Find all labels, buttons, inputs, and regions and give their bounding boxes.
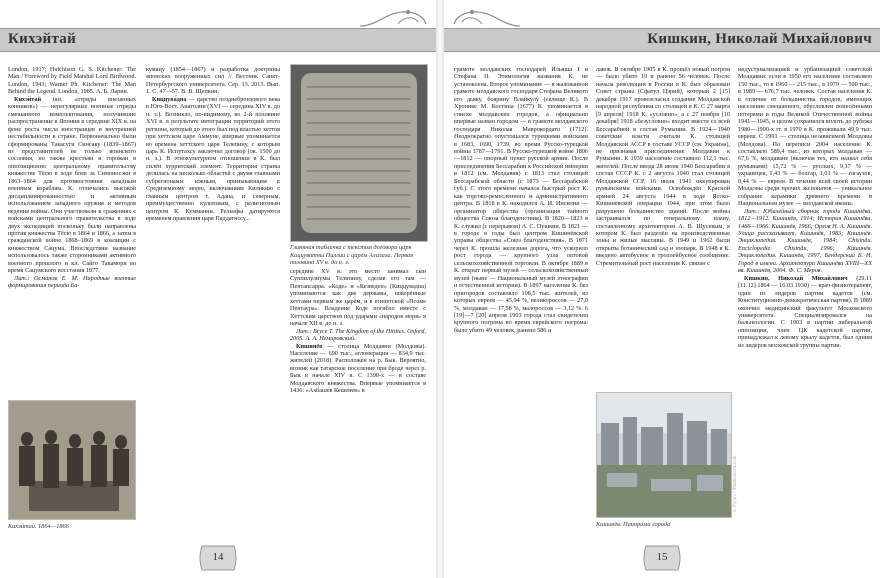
entry-headword: Кишкин, Николай Михайлович [744,274,848,282]
entry-headword: Кихэйтай [14,95,42,103]
literature-text: Лит.: Bryce T. The Kingdom of the Hittites. Oxford, 2005. А. А. Немировский. [290,327,426,343]
entry-headword: Киццува́дна [152,95,187,103]
entry-body: — столица Молдавии (Молдовы). Население — 690 тыс., агломерация — 834,9 тыс. жителей (2018). Расположен на р. Бык. Вероятно, возник как татарское поселение при броде через р. Бык в начале XIV в. С 1390-х — в составе Молдавского княжества. Впервые упоминается в 1436: «Ахбашев Кешенев» в [290,342,426,395]
continued-text: индустриализацией и урбанизацией советской Молдавии: если в 1950 его население составляло 150 тыс., то в 1960 — 215 тыс., в 1979 — 500 тыс., в 1989 — 676,7 тыс. человек. Состав населения К. в отличие от большинства городов, имеющих население смешанного, обусловлен понесёнными потерями в годы Великой Отечественной войны 1941—1945, в целом сохранился вплоть до рубежа 1980—1990-х гг. в 1970 в К. проживали 49,9 тыс. евреев. С 1991 — столица независимой Молдовы (Молдова). По переписи 2004 население К. составляло 589,4 тыс., из которых молдаван — 67,6 %, молдаване (включая тех, кто назвал себя румынами) 15,72 % — русских, 9,17 % — украинцев, 1,43 % — болгар, 1,01 % — гагаузов, 0,44 % — евреев. В течение всей своей истории Молдовы среди прочих экспонатов — уникальное собрание керамики древнего времени в Национальном музее — молдавской иконы. [738,66,872,208]
left-page [0,0,436,578]
photo-kiheitai [8,400,136,520]
photo-caption-kiheitai: Кихэйтай. 1864—1866 [8,523,69,530]
continued-text: середине XV в. это место занимал сын Суппилулиумы Телипину, сделав его там — Пентапсарра. «Коде» и «Кезведен» (Киццувадна) упоминаются как две державы, покорённые хеттами первым же царём, и в египетской «Поэме Пентаура». Владение Коде погибло вместе с Хеттским царством под ударами «народов моря» в начале XII в. до н. э. [290,268,426,328]
right-page-number-box [642,544,682,572]
photo-chisinau-panorama [596,392,732,518]
entry-body: (яп. «отряды внезапных конников») — нерегулярные военные отряды смешанного комплектования, получившие распространение в Японии в середине XIX в. на фоне роста числа иностранцев и внутренней нестабильности в стране. Первоначально были сформированы Такасуги Синсаку (1839–1867) из представителей не только воинского сословия, но также крестьян и горожан в оппозиционно центральному правительству княжестве Тёсю в ходе боев за Симоносэки в 1863–1864 для противостояния западным военным кораблям. К. отличались высокой дисциплинированностью и активным использованием западного оружия и методов ведения войны. Они участвовали в сражениях с войсками центрального правительства в ходе двух экспедиций поскольку были направлены против княжества Тёсю в 1864 и 1866, а затем в гражданской войне 1868–1869 в коалиции с княжеством Сацума. Впоследствии название использовалось также сторонниками активного военного прошлого и кл. Сайго Такамори во время Сацумского восстания 1877. [8,95,136,275]
book-gutter [436,0,444,578]
page-number: 15 [656,551,668,563]
left-page-number-box [198,544,238,572]
entry-body: — царство позднебронзового века в Юго-Вост. Анатолии (XVI — середина XIV в. до н. э.). Возникло, по-видимому, во 2-й половине XVI в. в результате интеграции территорий этого региона, который до этого был под властью хеттов при хеттском царе Аммуне, впервые упоминается во времена хеттского царя Телепину, с которым царь К. Испутахсу заключил договор (ок. 1500 до н. э.). В этнокультурном отношении в К. был силён хурритский элемент. Территория страны делилась на несколько областей с двумя главными субрегионами: южным, примыкающим к Средиземному морю, включавшим Киликию с главным центром г. Адана, и северным, преимущественно культовым, с религиозным центром К. Кумманни. Рельефы датируются временем правления царя Паддатиссу... [146,95,280,223]
photo-caption-tablet: Глиняная табличка с текстом договора царя Киццуватны Пиллии с царём Алалаха. Первая половина XV в. до н. э. [290,244,414,266]
literature-text: Лит.: Османов Е. М. Народные военные формирования периода Ба- [8,274,136,290]
photo-clay-tablet [290,64,428,242]
right-page [444,0,880,578]
bibliography-text: London, 1917; Hutchison G. S. Kitchener: The Man / Foreword by Field Marshal Lord Birdwood. London, 1943; Warner Ph. Kitchener: The Man Behind the Legend. London, 1985. А. Б. Ларин. [8,66,136,96]
right-col-3 [738,66,872,542]
entry-body: (29.11 [11.12].1864 — 16.03.1930) — врач-физиотерапевт, один из лидеров партии кадетов (см. Конституционно-демократическая партия). В 1889 окончил медицинский факультет Московского университета. Специализировался на бальнеологии. С 1903 в партии либеральной оппозиции, член ЦК кадетской партии, принадлежал к левому крылу кадетов, был одним из лидеров московской группы партии. [738,274,872,349]
ornament-flourish-icon [452,4,522,30]
literature-text: Лит.: Юбилейный сборник города Кишинёва. 1812—1912. Кишинёв, 1914; История Кишинёва. 1466—1966. Кишинёв, 1966; Орлов Н. А. Кишинёв. Улица рассказывает. Кишинёв, 1983; Кишинёв. Энциклопедия. Кишинёв, 1984; Chișinău. Enciclopedie. Chișinău, 1996; Кишинёв. Энциклопедия. Кишинёв, 1997; Бендерский Б. И. Город в имени. Архитектура Кишинёва XVIII—XX вв. Кишинёв, 2004. Ф. С. Меров. [738,207,872,275]
right-running-head: Кишкин, Николай Михайлович [647,31,872,47]
continued-text: грамоте молдавских господарей Ильяша I и Стефана II. Этимология названия К. не установлена. Второе упоминание — в жалованной грамоте молдавского господаря Стефана Великого его дьяку, боярину Влайкулу (селище К.). В Хронике М. Костина (1677) К. упоминается в списке молдавских городов, а официально впервые назван городом — в грамоте молдавского господаря Николая Маврокордато (1712). Неоднократно опустошался турецкими войсками в 1683, 1690, 1739, во время Русско-турецкой войны 1787—1791. В Русско-турецкой войне 1806—1812 — опорный пункт русской армии. После присоединения Бессарабии к Российской империи в 1812 (см. Молдавия) с 1813 стал столицей Бессарабской области (с 1873 — Бессарабской губ.). С этого времени начался быстрый рост К. как торгово-ремесленного и административного центра. В 1818 в К. находился А. И. Инсилин — организатор общества (организация тайного общества Союза благоденствия). В 1820—1823 в К. служил (с перерывом) А. С. Пушкин. В 1821 — в городе в годы был центром Кишинёвской управы общества «Союз благоденствия». В 1871 через К. прошла железная дорога, что ускорило рост города — крупного узла оптовой сельскохозяйственной торговли. В октябре 1889 в К. открыт первый музей — сельскохозяйственный музей (ныне — Национальный музей этнографии и естественной истории). В 1897 население К. без пригородов составляло 108,5 тыс. жителей, из которых евреев — 45,94 %, великороссов — 27,0 %, молдаван — 17,58 %, малороссов — 3,12 %. 6 [19]—7 [20] апреля 1903 города стал свидетелем крупного погрома во время еврейского погрома: было убито 49 человек, ранено 586 и [454,66,588,334]
page-number: 14 [212,551,224,563]
left-col-3 [290,268,426,542]
continued-text: кумацу (1854—1867) и разработка доктрины японских вооруженных сил // Вестник Санкт-Петербургского университета. Сер. 13. 2013. Вып. 1. С. 47—57. В. В. Щепкин. [146,66,280,96]
ornament-flourish-icon [358,4,428,30]
right-col-1 [454,66,588,542]
left-col-1 [8,66,136,396]
photo-credit: © Pyotrs / Shutterstock.com [733,455,738,512]
right-col-2 [596,66,730,384]
left-running-head: Кихэйтай [8,31,77,47]
left-col-2 [146,66,280,542]
entry-headword: Кишинёв [296,342,323,350]
photo-caption-panorama: Кишинёв. Панорама города [596,521,671,528]
continued-text: лавок. В октябре 1905 в К. прошёл новый погром — было убито 19 и ранено 56 человек. После начала революции в России в К. был образован Совет страны (Сфатул Цэрий), который 2 [15] декабря 1917 провозгласил создание Молдавской народной республики со столицей в К. С 27 марта [9 апреля] 1918 К. «условно», а с 27 ноября [10 декабря] 1918 «безусловно» входит вместе со всей Бессарабией в состав Румынии. В 1924—1940 советские власти считали К. столицей Молдавской АССР в составе УССР (см. Украина), не признавая присоединение Молдавии к Румынии. К 1939 население составило 112,1 тыс. жителей. После ввода 28 июня 1940 Бессарабии в состав СССР К. с 2 августа 1940 стал столицей Молдавской ССР. 16 июля 1941 оккупирован румынскими войсками. Освобождён Красной армией 24 августа 1944 в ходе Ясско-Кишинёвской операции 1944, при этом было разрушено большинство зданий. После войны застраивался по генеральному плану, составленному архитектором А. В. Щусевым, в котором К. был разделён на производственные зоны и жилые массивы. В 1949 и 1962 были открыты ботанический сад и зоопарк. В 1948 в К. введено автобусное и троллейбусное сообщение. Стремительный рост населения К. связан с [596,66,730,267]
